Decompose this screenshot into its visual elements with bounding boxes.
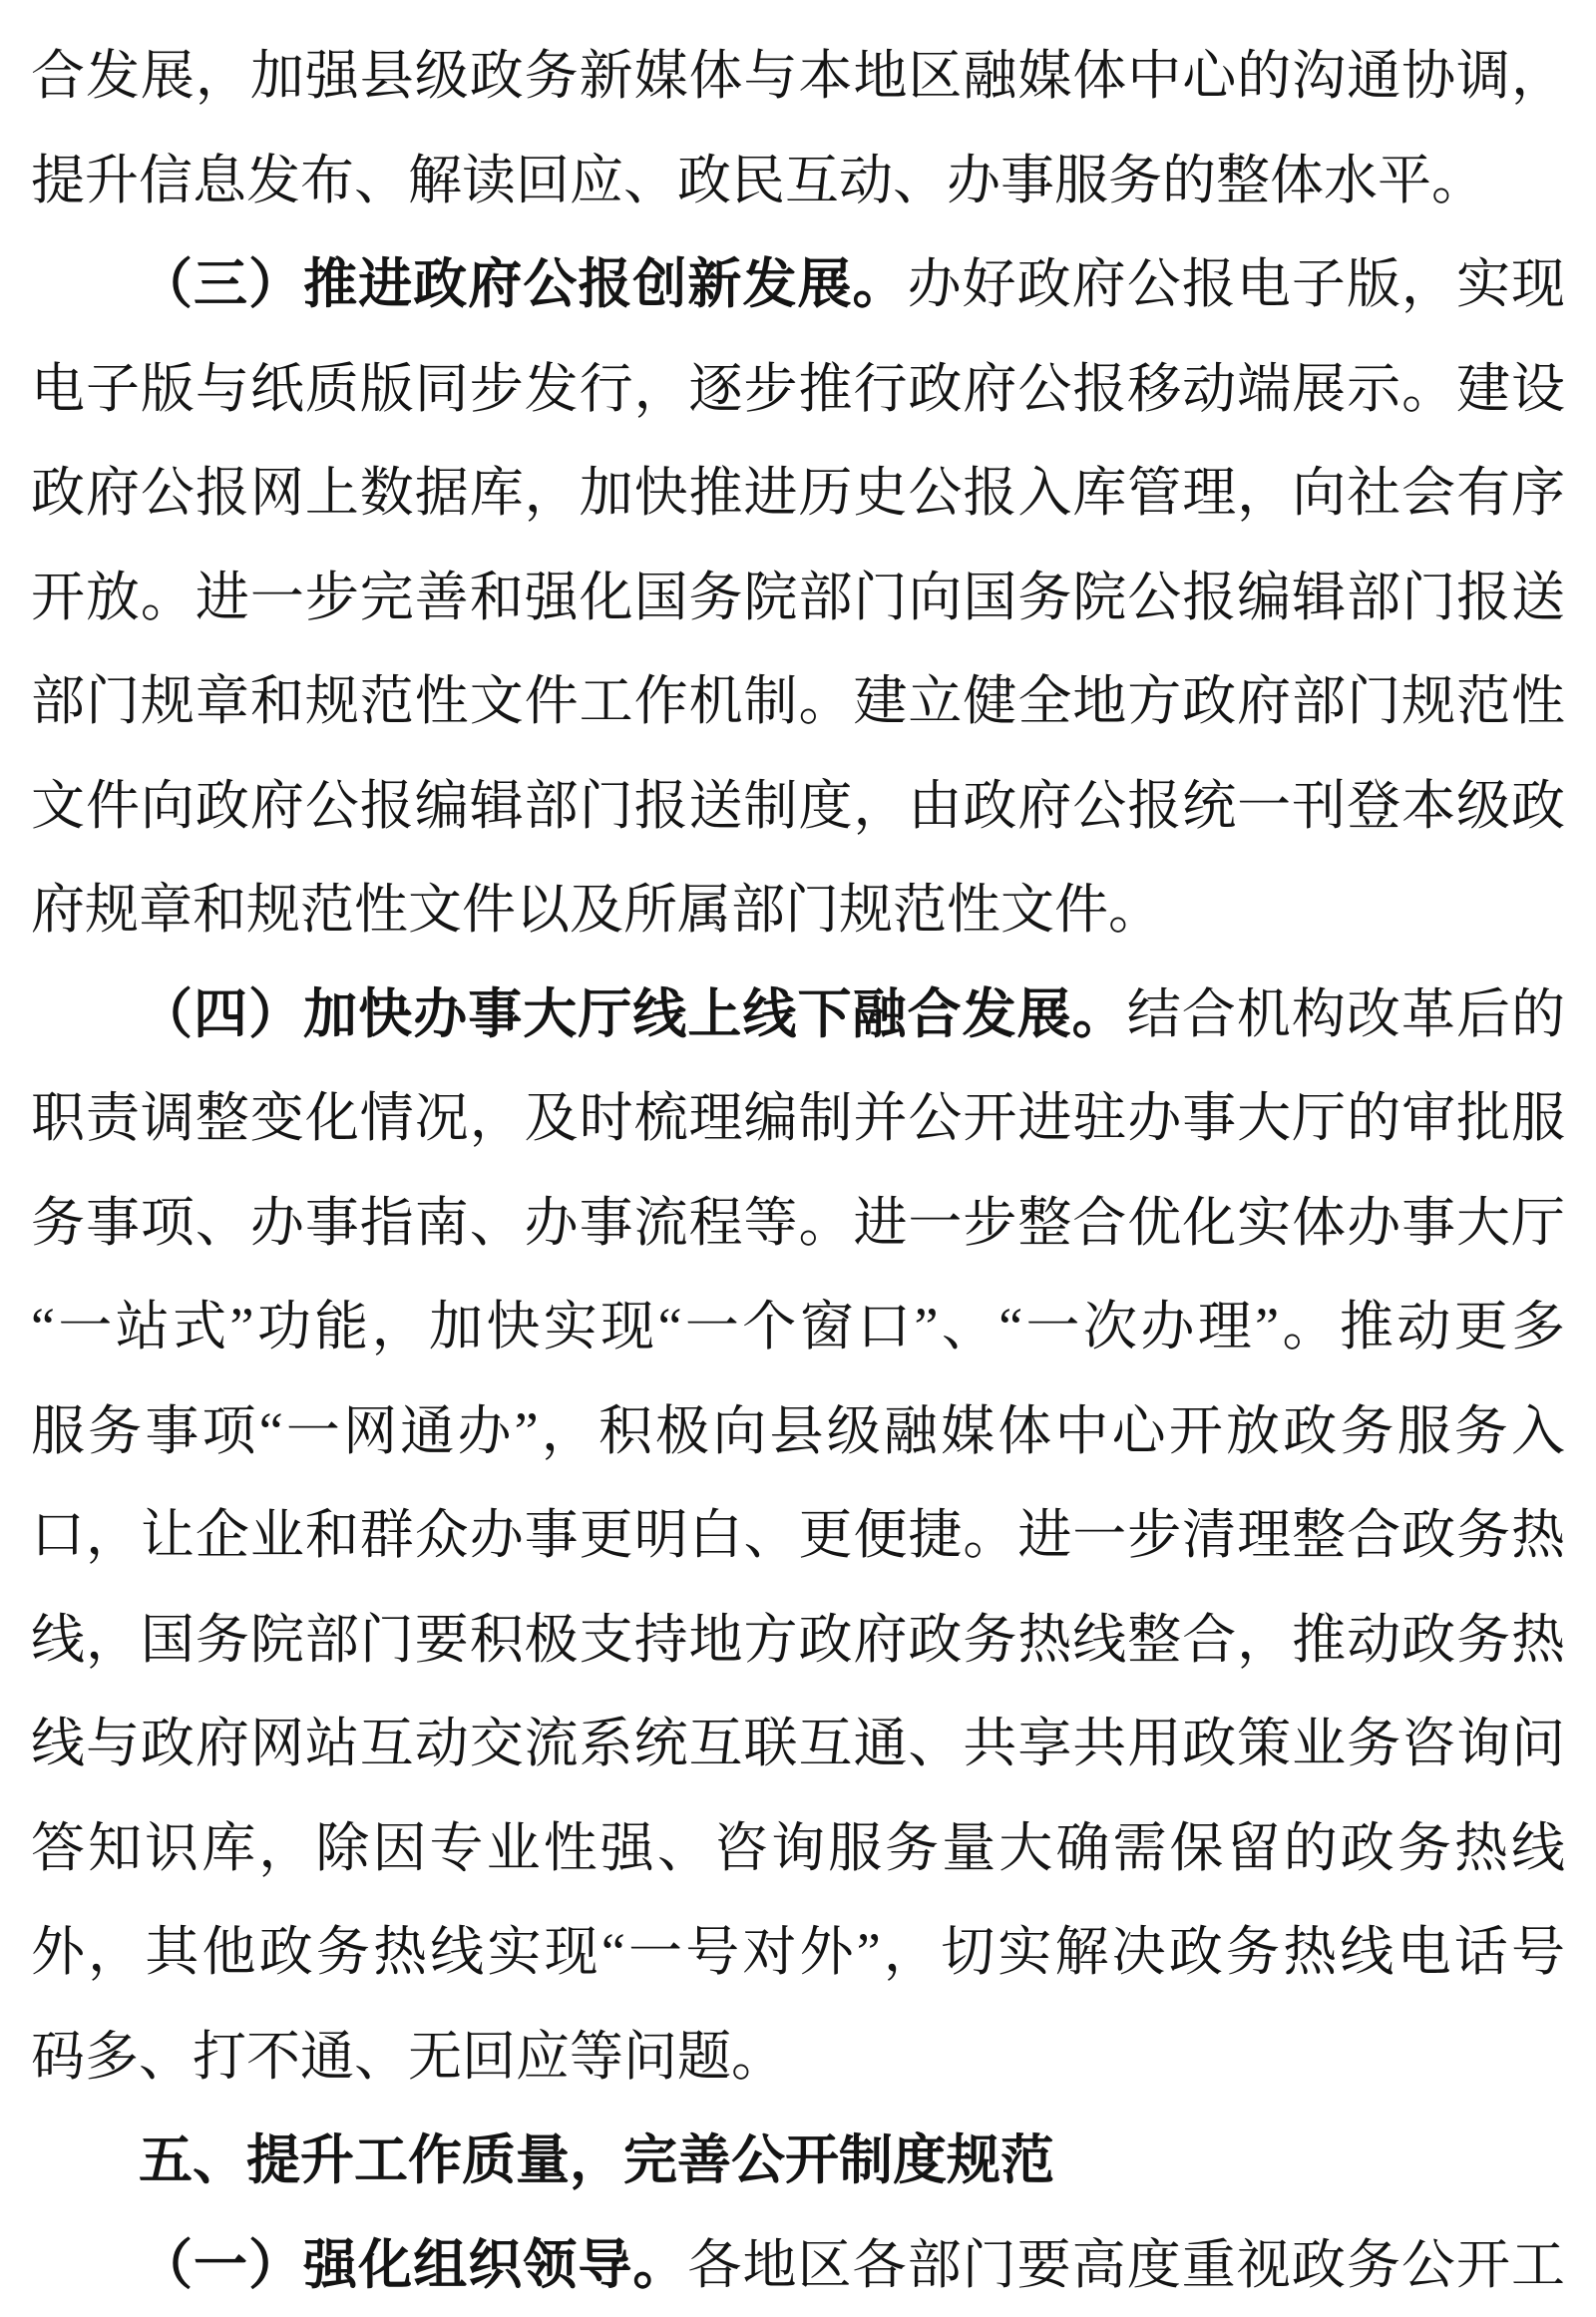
body-text: 各地区各部门要高度重视政务公开工 [687,2235,1565,2295]
text-line [31,129,1565,233]
text-line [31,1900,1565,2005]
text-line [31,337,1565,442]
body-text: 办好政府公报电子版，实现 [908,254,1565,314]
text-line [31,1066,1565,1171]
body-text: 外，其他政务热线实现“一号对外”，切实解决政务热线电话号 [31,1922,1565,1982]
body-text: 职责调整变化情况，及时梳理编制并公开进驻办事大厅的审批服 [31,1088,1565,1148]
text-line [31,441,1565,546]
text-line [31,1796,1565,1901]
body-text: 文件向政府公报编辑部门报送制度，由政府公报统一刊登本级政 [31,776,1565,836]
body-text: 合发展，加强县级政务新媒体与本地区融媒体中心的沟通协调， [31,46,1565,106]
body-text: 口，让企业和群众办事更明白、更便捷。进一步清理整合政务热 [31,1505,1565,1565]
text-line [31,24,1565,129]
text-line [31,754,1565,859]
text-line [31,1379,1565,1484]
body-text: 码多、打不通、无回应等问题。 [31,2027,785,2087]
section-heading-text: （四）加快办事大厅线上线下融合发展。 [139,984,1127,1044]
document-body [31,24,1565,2317]
body-text: 答知识库，除因专业性强、咨询服务量大确需保留的政务热线 [31,1818,1565,1878]
text-line [31,858,1565,963]
text-line [31,1692,1565,1796]
text-line [31,963,1565,1067]
body-text: 线与政府网站互动交流系统互联互通、共享共用政策业务咨询问 [31,1714,1565,1773]
text-line [31,649,1565,754]
body-text: 务事项、办事指南、办事流程等。进一步整合优化实体办事大厅 [31,1193,1565,1253]
body-text: 结合机构改革后的 [1127,984,1565,1044]
body-text: 线，国务院部门要积极支持地方政府政务热线整合，推动政务热 [31,1610,1565,1670]
body-text: 政府公报网上数据库，加快推进历史公报入库管理，向社会有序 [31,463,1565,523]
text-line [31,232,1565,337]
body-text: 电子版与纸质版同步发行，逐步推行政府公报移动端展示。建设 [31,359,1565,419]
text-line [31,2213,1565,2317]
body-text: “一站式”功能，加快实现“一个窗口”、“一次办理”。推动更多 [31,1297,1565,1356]
body-text: 府规章和规范性文件以及所属部门规范性文件。 [31,880,1162,940]
text-line [31,1275,1565,1379]
text-line [31,1588,1565,1693]
body-text: 提升信息发布、解读回应、政民互动、办事服务的整体水平。 [31,151,1485,210]
section-heading-text: （一）强化组织领导。 [139,2235,687,2295]
text-line [31,1483,1565,1588]
text-line [31,1171,1565,1276]
text-line [31,546,1565,650]
section-heading-text: （三）推进政府公报创新发展。 [139,254,908,314]
text-line [31,2005,1565,2110]
body-text: 服务事项“一网通办”，积极向县级融媒体中心开放政务服务入 [31,1401,1565,1461]
body-text: 开放。进一步完善和强化国务院部门向国务院公报编辑部门报送 [31,568,1565,627]
body-text: 部门规章和规范性文件工作机制。建立健全地方政府部门规范性 [31,671,1565,731]
text-line [31,2109,1565,2213]
section-heading-text: 五、提升工作质量，完善公开制度规范 [139,2130,1054,2190]
